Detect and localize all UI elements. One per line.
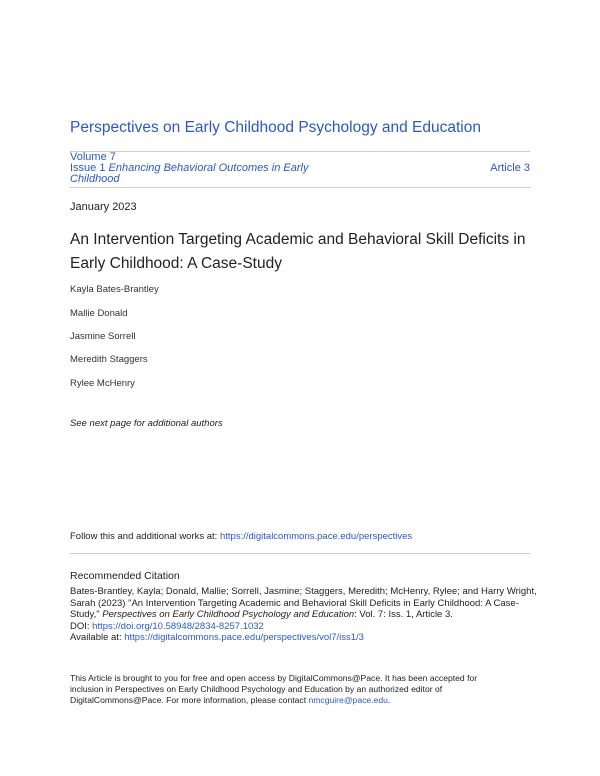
citation-text: Bates-Brantley, Kayla; Donald, Mallie; Sorrell, Jasmine; Staggers, Meredith; McHenry, Rylee; and Harry Wright, Sarah (2023) "An Intervention Targeting Academic and Behavioral Skill Deficits in Early Childhood: A Case-Study," (70, 586, 537, 621)
access-notice (70, 673, 510, 706)
citation-journal: Perspectives on Early Childhood Psychology and Education (102, 609, 355, 621)
citation-volume: : Vol. 7: Iss. 1, Article 3. (354, 609, 453, 621)
follow-line (70, 531, 412, 542)
author-4: Meredith Staggers (70, 354, 148, 365)
issue-title: Enhancing Behavioral Outcomes in Early Childhood (70, 162, 309, 185)
available-link[interactable]: https://digitalcommons.pace.edu/perspectives/vol7/iss1/3 (124, 632, 364, 644)
recommended-citation-label: Recommended Citation (70, 570, 180, 582)
author-5: Rylee McHenry (70, 378, 135, 389)
doi-link[interactable]: https://doi.org/10.58948/2834-8257.1032 (92, 620, 264, 632)
article-title: An Intervention Targeting Academic and Behavioral Skill Deficits in Early Childhood: A Case-Study (70, 231, 526, 272)
follow-prefix: Follow this and additional works at: (70, 531, 218, 542)
author-2: Mallie Donald (70, 308, 128, 319)
divider-citation (70, 553, 530, 554)
additional-authors-note: See next page for additional authors (70, 418, 223, 429)
issue-link[interactable] (70, 163, 360, 185)
author-3: Jasmine Sorrell (70, 331, 136, 342)
issue-number: Issue 1 (70, 162, 106, 174)
volume-link[interactable]: Volume 7 (70, 151, 116, 163)
citation-block (70, 586, 540, 644)
divider-issue (70, 187, 530, 188)
divider-top (70, 151, 530, 152)
follow-link[interactable]: https://digitalcommons.pace.edu/perspectives (219, 531, 413, 542)
doi-label: DOI: (70, 620, 90, 632)
notice-end: . (387, 695, 391, 705)
author-1: Kayla Bates-Brantley (70, 284, 159, 295)
article-number-link[interactable]: Article 3 (490, 162, 530, 174)
notice-text: This Article is brought to you for free and open access by DigitalCommons@Pace. It has been accepted for inclusion in Perspectives on Early Childhood Psychology and Education by an authorized editor of DigitalCommons@Pace. For more information, please contact (70, 673, 478, 705)
contact-email-link[interactable]: nmcguire@pace.edu (308, 695, 388, 705)
publication-date: January 2023 (70, 201, 137, 213)
journal-title-link[interactable]: Perspectives on Early Childhood Psychology and Education (70, 119, 481, 136)
available-label: Available at: (70, 632, 122, 644)
